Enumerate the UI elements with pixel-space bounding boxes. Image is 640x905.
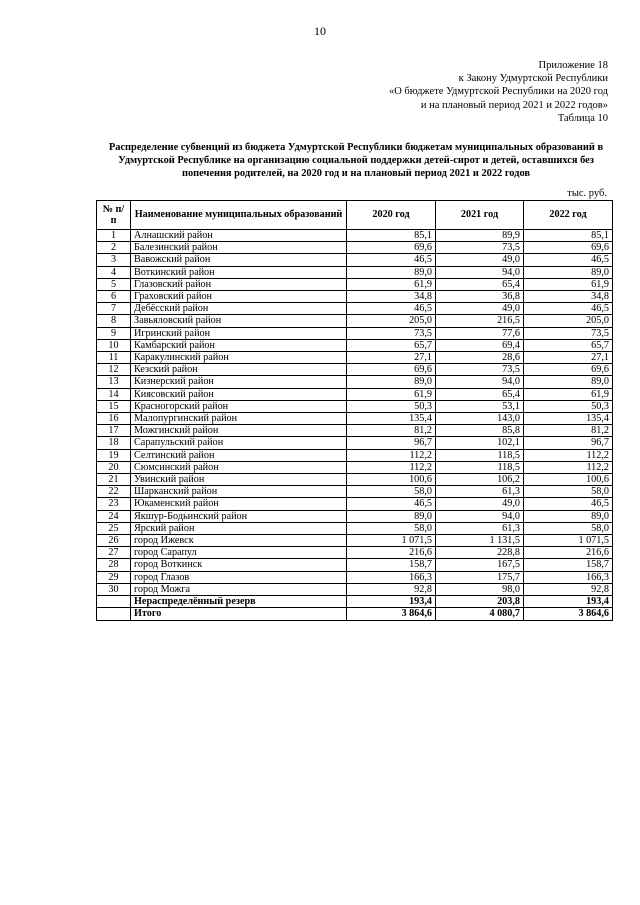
value-2020: 46,5 xyxy=(347,498,436,510)
row-number: 8 xyxy=(97,315,131,327)
value-2022: 69,6 xyxy=(524,242,613,254)
table-row xyxy=(97,498,613,510)
row-number: 20 xyxy=(97,461,131,473)
document-title: Распределение субвенций из бюджета Удмуртской Республики бюджетам муниципальных образований в Удмуртской Республике на организацию социальной поддержки детей-сирот и детей, оставшихся без попечения родителей, на 2020 год и на плановый период 2021 и 2022 годов xyxy=(108,142,604,180)
municipality-name: город Воткинск xyxy=(131,559,347,571)
row-number: 6 xyxy=(97,291,131,303)
page-number: 10 xyxy=(314,24,326,38)
value-2020: 81,2 xyxy=(347,425,436,437)
value-2021: 203,8 xyxy=(436,596,524,608)
row-number: 13 xyxy=(97,376,131,388)
value-2020: 73,5 xyxy=(347,327,436,339)
value-2021: 167,5 xyxy=(436,559,524,571)
municipality-name: Кезский район xyxy=(131,364,347,376)
row-number: 5 xyxy=(97,278,131,290)
value-2021: 228,8 xyxy=(436,547,524,559)
municipality-name: Малопургинский район xyxy=(131,413,347,425)
table-row xyxy=(97,583,613,595)
value-2020: 158,7 xyxy=(347,559,436,571)
table-row xyxy=(97,559,613,571)
municipality-name: город Сарапул xyxy=(131,547,347,559)
table-row xyxy=(97,571,613,583)
municipality-name: Сарапульский район xyxy=(131,437,347,449)
value-2021: 73,5 xyxy=(436,364,524,376)
row-number: 1 xyxy=(97,230,131,242)
table-row xyxy=(97,352,613,364)
value-2021: 73,5 xyxy=(436,242,524,254)
municipality-name: Завьяловский район xyxy=(131,315,347,327)
row-number: 11 xyxy=(97,352,131,364)
table-row xyxy=(97,266,613,278)
value-2022: 50,3 xyxy=(524,400,613,412)
municipality-name: Камбарский район xyxy=(131,339,347,351)
value-2020: 205,0 xyxy=(347,315,436,327)
row-number: 15 xyxy=(97,400,131,412)
municipality-name: город Можга xyxy=(131,583,347,595)
value-2022: 89,0 xyxy=(524,376,613,388)
value-2022: 46,5 xyxy=(524,498,613,510)
municipality-name: Селтинский район xyxy=(131,449,347,461)
table-row xyxy=(97,303,613,315)
value-2020: 112,2 xyxy=(347,449,436,461)
table-row xyxy=(97,339,613,351)
table-row xyxy=(97,461,613,473)
row-number xyxy=(97,608,131,620)
row-number: 30 xyxy=(97,583,131,595)
table-row xyxy=(97,547,613,559)
value-2022: 1 071,5 xyxy=(524,535,613,547)
row-number: 22 xyxy=(97,486,131,498)
value-2022: 205,0 xyxy=(524,315,613,327)
value-2022: 92,8 xyxy=(524,583,613,595)
value-2021: 53,1 xyxy=(436,400,524,412)
value-2021: 89,9 xyxy=(436,230,524,242)
table-row xyxy=(97,522,613,534)
value-2022: 61,9 xyxy=(524,278,613,290)
table-row xyxy=(97,315,613,327)
value-2021: 118,5 xyxy=(436,461,524,473)
table-row xyxy=(97,608,613,620)
value-2021: 216,5 xyxy=(436,315,524,327)
value-2020: 166,3 xyxy=(347,571,436,583)
value-2022: 46,5 xyxy=(524,303,613,315)
value-2022: 61,9 xyxy=(524,388,613,400)
value-2020: 50,3 xyxy=(347,400,436,412)
row-number: 29 xyxy=(97,571,131,583)
value-2022: 58,0 xyxy=(524,486,613,498)
value-2020: 61,9 xyxy=(347,278,436,290)
table-row xyxy=(97,413,613,425)
municipality-name: Каракулинский район xyxy=(131,352,347,364)
row-number: 21 xyxy=(97,474,131,486)
municipality-name: Дебёсский район xyxy=(131,303,347,315)
value-2020: 96,7 xyxy=(347,437,436,449)
municipality-name: Итого xyxy=(131,608,347,620)
value-2021: 118,5 xyxy=(436,449,524,461)
value-2021: 94,0 xyxy=(436,266,524,278)
value-2021: 49,0 xyxy=(436,254,524,266)
value-2022: 85,1 xyxy=(524,230,613,242)
row-number: 14 xyxy=(97,388,131,400)
row-number: 19 xyxy=(97,449,131,461)
value-2020: 61,9 xyxy=(347,388,436,400)
table-row xyxy=(97,327,613,339)
value-2020: 135,4 xyxy=(347,413,436,425)
value-2021: 49,0 xyxy=(436,303,524,315)
table-row xyxy=(97,388,613,400)
municipality-name: Красногорский район xyxy=(131,400,347,412)
table-row xyxy=(97,364,613,376)
header-2022: 2022 год xyxy=(524,201,613,230)
value-2022: 89,0 xyxy=(524,510,613,522)
table-row xyxy=(97,596,613,608)
row-number: 25 xyxy=(97,522,131,534)
value-2021: 94,0 xyxy=(436,510,524,522)
value-2021: 1 131,5 xyxy=(436,535,524,547)
value-2022: 158,7 xyxy=(524,559,613,571)
value-2022: 27,1 xyxy=(524,352,613,364)
table-row xyxy=(97,474,613,486)
value-2020: 46,5 xyxy=(347,303,436,315)
value-2022: 100,6 xyxy=(524,474,613,486)
municipality-name: город Глазов xyxy=(131,571,347,583)
value-2021: 143,0 xyxy=(436,413,524,425)
municipality-name: город Ижевск xyxy=(131,535,347,547)
table-header-row xyxy=(97,201,613,230)
value-2022: 81,2 xyxy=(524,425,613,437)
appendix-line: к Закону Удмуртской Республики xyxy=(458,73,608,85)
value-2020: 46,5 xyxy=(347,254,436,266)
municipality-name: Граховский район xyxy=(131,291,347,303)
row-number: 26 xyxy=(97,535,131,547)
row-number: 18 xyxy=(97,437,131,449)
units-label: тыс. руб. xyxy=(567,188,607,199)
value-2021: 98,0 xyxy=(436,583,524,595)
value-2022: 216,6 xyxy=(524,547,613,559)
municipality-name: Вавожский район xyxy=(131,254,347,266)
header-num: № п/п xyxy=(97,201,131,230)
municipality-name: Игринский район xyxy=(131,327,347,339)
municipality-name: Шарканский район xyxy=(131,486,347,498)
value-2021: 61,3 xyxy=(436,522,524,534)
value-2020: 69,6 xyxy=(347,364,436,376)
value-2021: 175,7 xyxy=(436,571,524,583)
value-2021: 77,6 xyxy=(436,327,524,339)
value-2022: 96,7 xyxy=(524,437,613,449)
row-number: 9 xyxy=(97,327,131,339)
municipality-name: Можгинский район xyxy=(131,425,347,437)
value-2021: 65,4 xyxy=(436,388,524,400)
municipality-name: Юкаменский район xyxy=(131,498,347,510)
municipality-name: Кизнерский район xyxy=(131,376,347,388)
municipality-name: Якшур-Бодьинский район xyxy=(131,510,347,522)
value-2021: 65,4 xyxy=(436,278,524,290)
table-row xyxy=(97,230,613,242)
row-number: 24 xyxy=(97,510,131,522)
table-row xyxy=(97,535,613,547)
value-2022: 112,2 xyxy=(524,461,613,473)
value-2022: 166,3 xyxy=(524,571,613,583)
value-2022: 3 864,6 xyxy=(524,608,613,620)
value-2020: 65,7 xyxy=(347,339,436,351)
table-row xyxy=(97,400,613,412)
row-number: 10 xyxy=(97,339,131,351)
row-number: 7 xyxy=(97,303,131,315)
value-2021: 102,1 xyxy=(436,437,524,449)
header-2021: 2021 год xyxy=(436,201,524,230)
value-2021: 36,8 xyxy=(436,291,524,303)
municipality-name: Ярский район xyxy=(131,522,347,534)
row-number: 28 xyxy=(97,559,131,571)
value-2020: 100,6 xyxy=(347,474,436,486)
table-row xyxy=(97,449,613,461)
table-row xyxy=(97,278,613,290)
value-2021: 4 080,7 xyxy=(436,608,524,620)
value-2022: 69,6 xyxy=(524,364,613,376)
municipality-name: Алнашский район xyxy=(131,230,347,242)
table-row xyxy=(97,510,613,522)
row-number: 17 xyxy=(97,425,131,437)
value-2021: 106,2 xyxy=(436,474,524,486)
municipality-name: Воткинский район xyxy=(131,266,347,278)
municipality-name: Сюмсинский район xyxy=(131,461,347,473)
value-2022: 135,4 xyxy=(524,413,613,425)
table-row xyxy=(97,486,613,498)
appendix-header xyxy=(389,59,608,125)
value-2021: 61,3 xyxy=(436,486,524,498)
value-2020: 89,0 xyxy=(347,376,436,388)
value-2022: 58,0 xyxy=(524,522,613,534)
value-2020: 216,6 xyxy=(347,547,436,559)
value-2020: 89,0 xyxy=(347,510,436,522)
table-body xyxy=(97,230,613,621)
value-2021: 85,8 xyxy=(436,425,524,437)
value-2021: 28,6 xyxy=(436,352,524,364)
value-2020: 112,2 xyxy=(347,461,436,473)
table-number: Таблица 10 xyxy=(557,112,608,124)
value-2020: 58,0 xyxy=(347,486,436,498)
municipality-name: Увинский район xyxy=(131,474,347,486)
row-number: 16 xyxy=(97,413,131,425)
value-2020: 193,4 xyxy=(347,596,436,608)
table-row xyxy=(97,254,613,266)
header-name: Наименование муниципальных образований xyxy=(131,201,347,230)
table-row xyxy=(97,437,613,449)
row-number: 23 xyxy=(97,498,131,510)
table-row xyxy=(97,376,613,388)
subsidy-table xyxy=(96,200,613,621)
table-row xyxy=(97,242,613,254)
row-number: 4 xyxy=(97,266,131,278)
value-2022: 112,2 xyxy=(524,449,613,461)
table-row xyxy=(97,291,613,303)
value-2021: 69,4 xyxy=(436,339,524,351)
value-2022: 73,5 xyxy=(524,327,613,339)
municipality-name: Киясовский район xyxy=(131,388,347,400)
row-number xyxy=(97,596,131,608)
value-2020: 89,0 xyxy=(347,266,436,278)
value-2020: 3 864,6 xyxy=(347,608,436,620)
header-2020: 2020 год xyxy=(347,201,436,230)
value-2022: 46,5 xyxy=(524,254,613,266)
row-number: 2 xyxy=(97,242,131,254)
row-number: 12 xyxy=(97,364,131,376)
value-2022: 89,0 xyxy=(524,266,613,278)
row-number: 27 xyxy=(97,547,131,559)
appendix-line: и на плановый период 2021 и 2022 годов» xyxy=(420,99,608,111)
value-2022: 34,8 xyxy=(524,291,613,303)
municipality-name: Нераспределённый резерв xyxy=(131,596,347,608)
municipality-name: Глазовский район xyxy=(131,278,347,290)
value-2020: 1 071,5 xyxy=(347,535,436,547)
value-2021: 49,0 xyxy=(436,498,524,510)
table-row xyxy=(97,425,613,437)
appendix-line: «О бюджете Удмуртской Республики на 2020 год xyxy=(388,86,608,98)
value-2022: 193,4 xyxy=(524,596,613,608)
value-2020: 27,1 xyxy=(347,352,436,364)
value-2020: 92,8 xyxy=(347,583,436,595)
value-2021: 94,0 xyxy=(436,376,524,388)
value-2020: 58,0 xyxy=(347,522,436,534)
value-2020: 85,1 xyxy=(347,230,436,242)
value-2020: 69,6 xyxy=(347,242,436,254)
value-2020: 34,8 xyxy=(347,291,436,303)
row-number: 3 xyxy=(97,254,131,266)
appendix-line: Приложение 18 xyxy=(538,60,608,71)
value-2022: 65,7 xyxy=(524,339,613,351)
municipality-name: Балезинский район xyxy=(131,242,347,254)
